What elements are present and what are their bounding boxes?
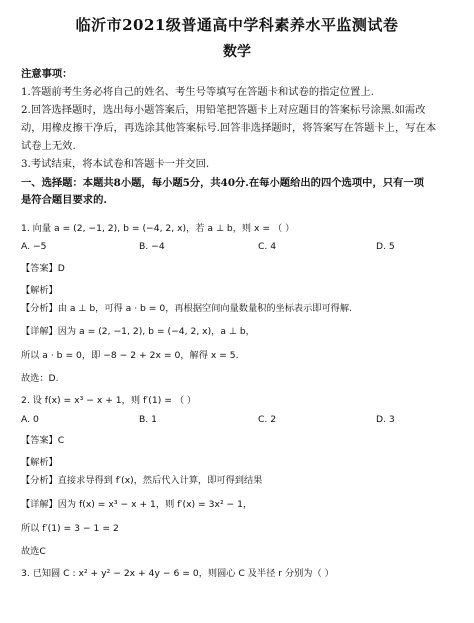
q1-option-b: B. −4: [139, 241, 165, 252]
q1-xiangjie: 【详解】因为 a = (2, −1, 2), b = (−4, 2, x)，a ⊥ b，: [21, 326, 255, 337]
section-heading-line-2: 是符合题目要求的.: [21, 194, 107, 206]
q2-option-a: A. 0: [21, 414, 39, 425]
q1-calc: 所以 a · b = 0，即 −8 − 2 + 2x = 0，解得 x = 5.: [21, 350, 239, 361]
q2-option-b: B. 1: [139, 414, 157, 425]
q1-option-c: C. 4: [258, 241, 277, 252]
notice-heading: 注意事项：: [21, 68, 73, 80]
q2-analysis-label: 【解析】: [21, 457, 58, 468]
notice-line-2: 2.回答选择题时，选出每小题答案后，用铅笔把答题卡上对应题目的答案标号涂黑.如需改: [21, 104, 426, 116]
q1-stem: 1. 向量 a = (2, −1, 2), b = (−4, 2, x)，若 a ⊥ b，则 x = （ ）: [21, 223, 295, 234]
q1-fenxi: 【分析】由 a ⊥ b，可得 a · b = 0，再根据空间向量数量积的坐标表示即可得解.: [21, 303, 352, 314]
q2-option-c: C. 2: [258, 414, 277, 425]
q1-choice: 故选：D.: [21, 373, 59, 384]
q3-stem: 3. 已知圆 C : x² + y² − 2x + 4y − 6 = 0，则圆心 C 及半径 r 分别为（ ）: [21, 568, 334, 579]
notice-line-1: 1.答题前考生务必将自己的姓名、考生号等填写在答题卡和试卷的指定位置上.: [21, 86, 374, 98]
q2-answer: 【答案】C: [21, 435, 65, 446]
q1-option-d: D. 5: [376, 241, 395, 252]
q2-stem: 2. 设 f(x) = x³ − x + 1，则 f′(1) = （ ）: [21, 395, 197, 406]
q2-fenxi: 【分析】直接求导得到 f′(x)，然后代入计算，即可得到结果: [21, 475, 263, 486]
q1-option-a: A. −5: [21, 241, 47, 252]
q2-choice: 故选C: [21, 546, 46, 557]
notice-line-3: 动，用橡皮擦干净后，再选涂其他答案标号.回答非选择题时，将答案写在答题卡上，写在本: [21, 122, 437, 134]
notice-line-4: 试卷上无效.: [21, 140, 76, 152]
section-heading-line-1: 一、选择题：本题共8小题，每小题5分，共40分.在每小题给出的四个选项中，只有一项: [21, 177, 424, 189]
q1-analysis-label: 【解析】: [21, 285, 58, 296]
q2-option-d: D. 3: [376, 414, 395, 425]
q1-answer: 【答案】D: [21, 263, 65, 274]
q2-calc: 所以 f′(1) = 3 − 1 = 2: [21, 523, 119, 534]
exam-subject: 数学: [223, 44, 251, 60]
q2-xiangjie: 【详解】因为 f(x) = x³ − x + 1，则 f′(x) = 3x² − 1，: [21, 499, 253, 510]
notice-line-5: 3.考试结束，将本试卷和答题卡一并交回.: [21, 158, 210, 170]
exam-title: 临沂市2021级普通高中学科素养水平监测试卷: [75, 16, 399, 34]
